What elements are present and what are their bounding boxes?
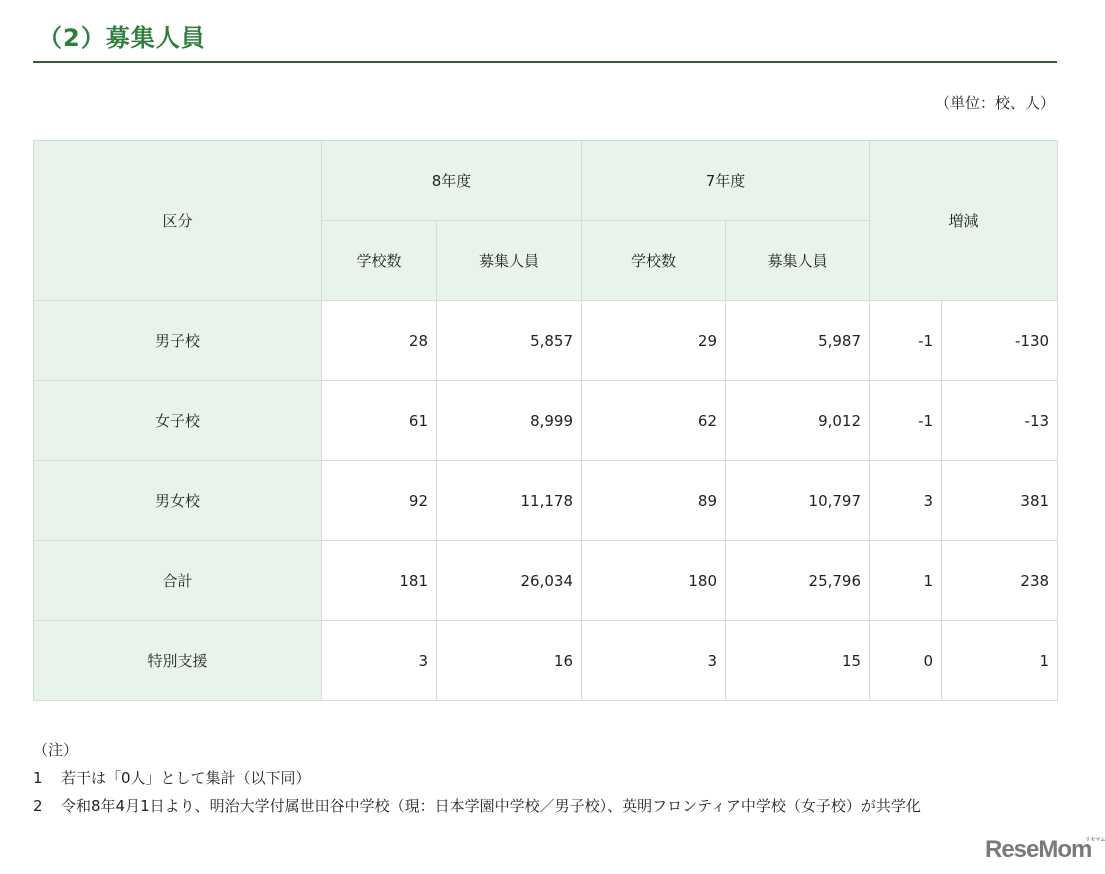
y7-capacity-cell: 25,796 <box>726 541 870 621</box>
table-row <box>34 621 1058 701</box>
row-label: 特別支援 <box>34 621 322 701</box>
y7-capacity-cell: 10,797 <box>726 461 870 541</box>
table-row <box>34 461 1058 541</box>
y8-schools-cell: 28 <box>322 301 437 381</box>
note-text: 若干は「0人」として集計（以下同） <box>61 769 311 787</box>
y7-schools-cell: 29 <box>582 301 726 381</box>
y8-capacity-cell: 16 <box>437 621 582 701</box>
header-y8-schools: 学校数 <box>322 221 437 301</box>
header-y7-schools: 学校数 <box>582 221 726 301</box>
note-number: 2 <box>33 797 43 815</box>
y8-capacity-cell: 26,034 <box>437 541 582 621</box>
y8-schools-cell: 181 <box>322 541 437 621</box>
row-label: 合計 <box>34 541 322 621</box>
header-year7: 7年度 <box>582 141 870 221</box>
diff-capacity-cell: 238 <box>942 541 1058 621</box>
diff-schools-cell: -1 <box>870 301 942 381</box>
row-label: 男子校 <box>34 301 322 381</box>
recruitment-table <box>33 140 1058 701</box>
y7-schools-cell: 180 <box>582 541 726 621</box>
section-title: （2）募集人員 <box>38 24 206 52</box>
header-category: 区分 <box>34 141 322 301</box>
notes-section <box>33 736 921 820</box>
notes-heading: （注） <box>33 741 79 759</box>
y7-schools-cell: 3 <box>582 621 726 701</box>
title-divider <box>33 61 1057 63</box>
note-item <box>33 764 921 792</box>
logo-text: ReseMom <box>985 836 1092 863</box>
table-row <box>34 301 1058 381</box>
unit-label: （単位：校、人） <box>934 94 1055 112</box>
note-item <box>33 792 921 820</box>
y8-capacity-cell: 8,999 <box>437 381 582 461</box>
y7-capacity-cell: 15 <box>726 621 870 701</box>
row-label: 男女校 <box>34 461 322 541</box>
resemom-logo <box>985 836 1105 864</box>
diff-capacity-cell: 1 <box>942 621 1058 701</box>
y7-schools-cell: 62 <box>582 381 726 461</box>
diff-schools-cell: 1 <box>870 541 942 621</box>
y8-capacity-cell: 5,857 <box>437 301 582 381</box>
header-y7-capacity: 募集人員 <box>726 221 870 301</box>
logo-small-text: リセマム <box>1085 837 1105 843</box>
y8-schools-cell: 3 <box>322 621 437 701</box>
diff-capacity-cell: -13 <box>942 381 1058 461</box>
row-label: 女子校 <box>34 381 322 461</box>
y7-capacity-cell: 9,012 <box>726 381 870 461</box>
header-year8: 8年度 <box>322 141 582 221</box>
diff-schools-cell: -1 <box>870 381 942 461</box>
diff-capacity-cell: 381 <box>942 461 1058 541</box>
table-row <box>34 381 1058 461</box>
diff-schools-cell: 0 <box>870 621 942 701</box>
y7-schools-cell: 89 <box>582 461 726 541</box>
y8-capacity-cell: 11,178 <box>437 461 582 541</box>
table-row <box>34 541 1058 621</box>
y8-schools-cell: 61 <box>322 381 437 461</box>
note-number: 1 <box>33 769 43 787</box>
note-text: 令和8年4月1日より、明治大学付属世田谷中学校（現：日本学園中学校／男子校）、英明フロンティア中学校（女子校）が共学化 <box>61 797 921 815</box>
diff-capacity-cell: -130 <box>942 301 1058 381</box>
header-change: 増減 <box>870 141 1058 301</box>
diff-schools-cell: 3 <box>870 461 942 541</box>
y8-schools-cell: 92 <box>322 461 437 541</box>
y7-capacity-cell: 5,987 <box>726 301 870 381</box>
header-y8-capacity: 募集人員 <box>437 221 582 301</box>
